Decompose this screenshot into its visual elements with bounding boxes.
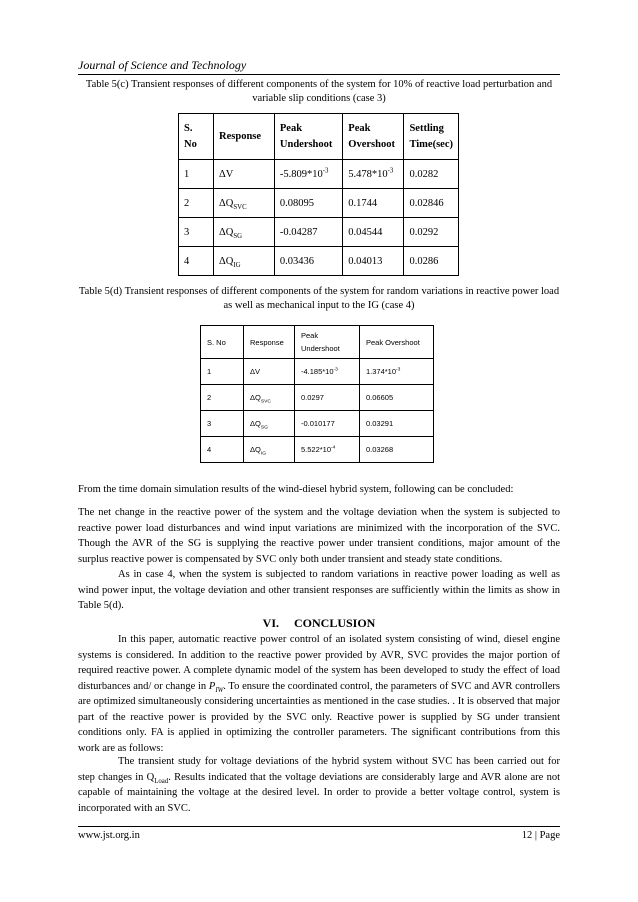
cell-peak-undershoot (274, 160, 342, 189)
cell-sno: 1 (179, 160, 214, 189)
cell-response (214, 218, 275, 247)
response-symbol: ΔQ (219, 226, 234, 238)
cell-value: 0.04013 (348, 255, 383, 267)
table-5d (200, 325, 434, 463)
response-subscript: IG (233, 261, 241, 269)
col-response: Response (244, 326, 295, 359)
col-st-line1: Settling (409, 122, 444, 134)
cell-sno: 3 (201, 411, 244, 437)
cell-peak-overshoot (360, 359, 434, 385)
col-sno (179, 114, 214, 160)
table-header-row (201, 326, 434, 359)
col-pu-line2: Undershoot (301, 344, 340, 353)
cell-exponent: -4 (331, 445, 336, 451)
transient-text-a: The transient study for voltage deviations of the hybrid system without SVC has been carried out for step changes in Q (78, 756, 560, 783)
cell-peak-undershoot (295, 411, 360, 437)
col-st-line2: Time(sec) (409, 138, 453, 150)
cell-value: -4.185*10 (301, 367, 334, 376)
table-row (179, 160, 459, 189)
pin-subscript: IW (215, 686, 224, 694)
cell-value: 5.522*10 (301, 445, 332, 454)
footer-rule (78, 826, 560, 827)
cell-exponent: -3 (322, 167, 329, 174)
cell-peak-undershoot (295, 359, 360, 385)
cell-peak-undershoot (274, 218, 342, 247)
table-row (179, 218, 459, 247)
response-symbol: ΔV (219, 168, 234, 180)
col-pu-line1: Peak (279, 122, 303, 134)
cell-value: -5.809*10 (279, 168, 323, 180)
response-subscript: IG (260, 451, 266, 457)
response-symbol: ΔQ (219, 197, 234, 209)
cell-value: -0.010177 (301, 419, 335, 428)
cell-value: 0.03268 (366, 445, 394, 454)
col-sno: S. No (201, 326, 244, 359)
cell-sno: 4 (201, 437, 244, 463)
cell-sno: 2 (201, 385, 244, 411)
table-row (179, 247, 459, 276)
table-row (201, 437, 434, 463)
cell-value: 0.0297 (301, 393, 324, 402)
cell-settling-time: 0.0292 (404, 218, 459, 247)
cell-exponent: -3 (333, 367, 338, 373)
col-peak-undershoot (295, 326, 360, 359)
footer-url: www.jst.org.in (78, 830, 140, 841)
col-pu-line2: Undershoot (279, 138, 333, 150)
col-sno-line1: S. (184, 122, 193, 134)
paragraph-transient-study (78, 754, 560, 816)
cell-settling-time: 0.0282 (404, 160, 459, 189)
table-5d-caption: Table 5(d) Transient responses of different components of the system for random variations in reactive power load as well as mechanical input to the IG (case 4) (78, 286, 560, 311)
col-response: Response (214, 114, 275, 160)
cell-sno: 4 (179, 247, 214, 276)
response-subscript: SVC (260, 399, 271, 405)
response-symbol: ΔQ (250, 418, 261, 428)
cell-value: 0.03291 (366, 419, 394, 428)
table-row (201, 411, 434, 437)
cell-exponent: -3 (396, 367, 401, 373)
cell-peak-undershoot (295, 437, 360, 463)
table-row (201, 385, 434, 411)
paragraph-intro: From the time domain simulation results of the wind-diesel hybrid system, following can be concluded: (78, 484, 514, 495)
response-subscript: SVC (233, 203, 247, 211)
col-peak-overshoot (343, 114, 404, 160)
response-subscript: SG (260, 425, 268, 431)
cell-response (244, 411, 295, 437)
col-settling-time (404, 114, 459, 160)
cell-value: 0.08095 (279, 197, 315, 209)
paragraph-conclusion (78, 632, 560, 756)
cell-response (214, 247, 275, 276)
cell-value: -0.04287 (279, 226, 318, 238)
col-peak-undershoot (274, 114, 342, 160)
cell-settling-time: 0.0286 (404, 247, 459, 276)
table-row (179, 189, 459, 218)
header-rule (78, 74, 560, 75)
cell-settling-time: 0.02846 (404, 189, 459, 218)
cell-value: 0.1744 (348, 197, 378, 209)
cell-peak-overshoot (343, 189, 404, 218)
qload-subscript: Load (154, 777, 169, 785)
cell-response (214, 160, 275, 189)
cell-peak-undershoot (295, 385, 360, 411)
cell-peak-overshoot (360, 385, 434, 411)
footer-page-number: 12 | Page (521, 830, 560, 841)
response-symbol: ΔQ (250, 444, 261, 454)
paragraph-findings: The net change in the reactive power of the system and the voltage deviation when the system is subjected to reactive power load disturbances and wind input variations are minimized with the incorporation of the SVC. Though the AVR of the SG is supplying the reactive power under transient conditions, major amount of the surplus reactive power is compensated by SVC only both under transient and steady state conditions. (78, 507, 560, 565)
col-pu-line1: Peak (301, 331, 319, 340)
cell-peak-overshoot (343, 160, 404, 189)
col-sno-line2: No (184, 138, 197, 150)
response-subscript: SG (233, 232, 243, 240)
cell-response (244, 359, 295, 385)
col-po-line1: Peak (348, 122, 371, 134)
response-symbol: ΔQ (250, 392, 261, 402)
journal-title: Journal of Science and Technology (78, 58, 247, 72)
pin-symbol: P (208, 680, 216, 692)
cell-value: 0.04544 (348, 226, 383, 238)
cell-response (244, 385, 295, 411)
cell-peak-overshoot (360, 437, 434, 463)
conclusion-text-b: . To ensure the coordinated control, the parameters of SVC and AVR controllers are optimized simultaneously considering uncertainties as mentioned in the case studies. . It is observed that major part of the reactive power is provided by the SVC only. Reactive power is supplied by SG under transient conditions only. FA is applied in optimizing the controller parameters. The significant contributions from this work are as follows: (78, 680, 560, 754)
paragraph-case4: As in case 4, when the system is subjected to random variations in reactive power loading as well as wind power input, the voltage deviation and other transient responses are sufficiently within the limits as show in Table 5(d). (78, 569, 560, 611)
cell-peak-overshoot (343, 218, 404, 247)
table-5c (178, 113, 459, 276)
cell-peak-overshoot (343, 247, 404, 276)
cell-sno: 1 (201, 359, 244, 385)
response-symbol: ΔQ (219, 255, 234, 267)
cell-sno: 2 (179, 189, 214, 218)
table-header-row (179, 114, 459, 160)
cell-response (214, 189, 275, 218)
cell-peak-overshoot (360, 411, 434, 437)
col-peak-overshoot: Peak Overshoot (360, 326, 434, 359)
section-heading-conclusion: VI. CONCLUSION (262, 616, 376, 630)
cell-sno: 3 (179, 218, 214, 247)
cell-value: 1.374*10 (366, 367, 397, 376)
col-po-line2: Overshoot (348, 138, 395, 150)
cell-value: 5.478*10 (348, 168, 388, 180)
conclusion-text-a: In this paper, automatic reactive power control of an isolated system consisting of wind, diesel engine systems is considered. In addition to the reactive power provided by AVR, SVC provides the major portion of required reactive power. A complete dynamic model of the system has been developed to study the effect of load disturbances and/ or change in (78, 634, 560, 692)
transient-text-b: . Results indicated that the voltage deviations are considerably large and AVR alone are not capable of maintaining the voltage at the desired level. In order to provide a better voltage control, system is incorporated with an SVC. (78, 771, 561, 814)
cell-peak-undershoot (274, 189, 342, 218)
cell-value: 0.06605 (366, 393, 394, 402)
response-symbol: ΔV (250, 367, 261, 376)
cell-peak-undershoot (274, 247, 342, 276)
cell-exponent: -3 (387, 167, 394, 174)
table-row (201, 359, 434, 385)
cell-response (244, 437, 295, 463)
cell-value: 0.03436 (279, 255, 315, 267)
table-5c-caption: Table 5(c) Transient responses of different components of the system for 10% of reactive load perturbation and variable slip conditions (case 3) (85, 79, 553, 104)
